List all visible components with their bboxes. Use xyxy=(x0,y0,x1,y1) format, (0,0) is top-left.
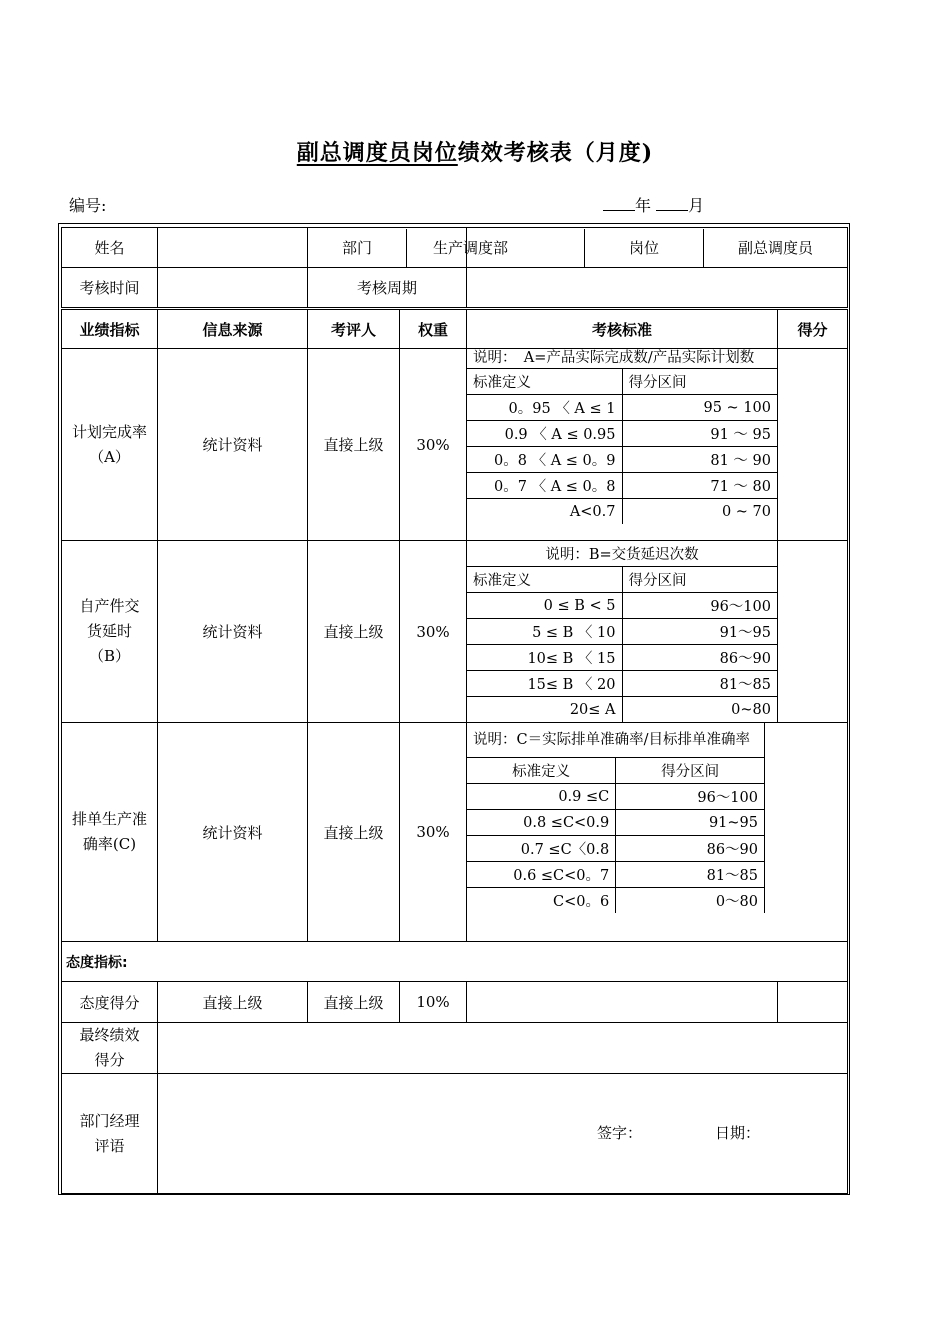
table-row xyxy=(62,541,848,723)
indicator-a-note: 说明： A=产品实际完成数/产品实际计划数 xyxy=(467,349,777,369)
attitude-source: 直接上级 xyxy=(158,982,308,1023)
table-row xyxy=(62,723,848,942)
list-item: 0 ≤ B < 5 xyxy=(467,593,622,619)
list-item: 91～95 xyxy=(622,619,777,645)
list-item: 0.6 ≤C<0。7 xyxy=(467,862,616,888)
list-item: 81 ～ 90 xyxy=(622,447,777,473)
indicator-a-range-header: 得分区间 xyxy=(622,369,777,395)
sign-label: 签字： xyxy=(597,1124,643,1142)
indicator-a-source: 统计资料 xyxy=(158,349,308,541)
col-header-standard: 考核标准 xyxy=(467,309,778,349)
col-header-weight: 权重 xyxy=(400,309,467,349)
indicator-c-weight: 30% xyxy=(400,723,467,942)
name-value[interactable] xyxy=(158,228,308,268)
name-label: 姓名 xyxy=(62,228,158,268)
page-title xyxy=(0,136,950,167)
time-label: 考核时间 xyxy=(62,268,158,309)
list-item: 0。7 〈 A ≤ 0。8 xyxy=(467,473,622,499)
attitude-standard[interactable] xyxy=(467,982,778,1023)
indicator-b-source: 统计资料 xyxy=(158,541,308,723)
final-score-value[interactable] xyxy=(158,1023,848,1074)
time-value[interactable] xyxy=(158,268,308,309)
post-value: 副总调度员 xyxy=(704,229,848,267)
indicator-a-def-header: 标准定义 xyxy=(467,369,622,395)
list-item: 0～80 xyxy=(616,888,765,914)
indicator-b-score[interactable] xyxy=(778,541,848,723)
title-underlined: 副总调度员岗位 xyxy=(296,140,458,166)
indicator-a-rater: 直接上级 xyxy=(308,349,400,541)
list-item: A<0.7 xyxy=(569,503,616,520)
manager-comment-label: 部门经理评语 xyxy=(62,1074,158,1194)
indicator-a-score[interactable] xyxy=(778,349,848,541)
title-rest: 绩效考核表（月度) xyxy=(457,140,654,166)
indicator-b-rater: 直接上级 xyxy=(308,541,400,723)
month-blank[interactable] xyxy=(656,196,688,211)
indicator-c-range-header: 得分区间 xyxy=(616,758,765,784)
indicator-b-def-header: 标准定义 xyxy=(467,567,622,593)
list-item: 91 ～ 95 xyxy=(622,421,777,447)
list-item: 95 ~ 100 xyxy=(622,395,777,421)
indicator-b-standard xyxy=(467,541,778,723)
post-label: 岗位 xyxy=(585,229,704,267)
col-header-score: 得分 xyxy=(778,309,848,349)
year-month-field xyxy=(603,193,704,216)
list-item: 96～100 xyxy=(616,784,765,810)
indicator-c-score[interactable] xyxy=(765,723,848,913)
list-item: 81～85 xyxy=(622,671,777,697)
list-item: C<0。6 xyxy=(553,894,610,910)
dept-value: 生产调度部 xyxy=(432,239,508,257)
list-item: 0。8 〈 A ≤ 0。9 xyxy=(467,447,622,473)
list-item: 71 ～ 80 xyxy=(622,473,777,499)
indicator-a-weight: 30% xyxy=(400,349,467,541)
list-item: 15≤ B 〈 20 xyxy=(467,671,622,697)
date-label: 日期： xyxy=(715,1124,761,1142)
indicator-c-source: 统计资料 xyxy=(158,723,308,942)
year-label: 年 xyxy=(635,196,652,215)
indicator-c-rater: 直接上级 xyxy=(308,723,400,942)
final-score-label: 最终绩效得分 xyxy=(62,1023,158,1074)
list-item: 10≤ B 〈 15 xyxy=(467,645,622,671)
indicator-b-name: 自产件交货延时（B） xyxy=(62,541,158,723)
indicator-c-name: 排单生产准确率(C) xyxy=(62,723,158,942)
attitude-rater: 直接上级 xyxy=(308,982,400,1023)
col-header-rater: 考评人 xyxy=(308,309,400,349)
month-label: 月 xyxy=(688,196,705,215)
list-item: 81～85 xyxy=(616,862,765,888)
list-item: 0.9 ≤C xyxy=(467,784,616,810)
attitude-section-label: 态度指标: xyxy=(62,942,848,982)
period-value[interactable] xyxy=(467,268,848,309)
evaluation-sheet xyxy=(61,227,847,1194)
serial-label: 编号: xyxy=(69,196,107,215)
list-item: 0。95 〈 A ≤ 1 xyxy=(467,395,622,421)
list-item: 0.9 〈 A ≤ 0.95 xyxy=(467,421,622,447)
list-item: 0.7 ≤C〈0.8 xyxy=(467,836,616,862)
indicator-c-note: 说明：C＝实际排单准确率/目标排单准确率 xyxy=(467,723,765,758)
indicator-a-name: 计划完成率（A） xyxy=(62,349,158,541)
list-item: 20≤ A xyxy=(569,701,616,718)
list-item: 0~80 xyxy=(622,697,777,723)
period-label: 考核周期 xyxy=(308,268,467,309)
indicator-c-standard xyxy=(467,723,848,942)
attitude-name: 态度得分 xyxy=(62,982,158,1023)
year-blank[interactable] xyxy=(603,196,635,211)
list-item: 0.8 ≤C<0.9 xyxy=(467,810,616,836)
col-header-indicator: 业绩指标 xyxy=(62,309,158,349)
list-item: 0 ~ 70 xyxy=(622,499,777,525)
list-item: 5 ≤ B 〈 10 xyxy=(467,619,622,645)
table-row xyxy=(62,349,848,541)
indicator-b-note: 说明：B=交货延迟次数 xyxy=(467,541,777,567)
manager-comment-field[interactable] xyxy=(158,1074,848,1194)
indicator-a-standard xyxy=(467,349,778,541)
list-item: 96～100 xyxy=(622,593,777,619)
list-item: 91~95 xyxy=(616,810,765,836)
list-item: 86～90 xyxy=(622,645,777,671)
indicator-c-def-header: 标准定义 xyxy=(467,758,616,784)
indicator-b-range-header: 得分区间 xyxy=(622,567,777,593)
indicator-b-weight: 30% xyxy=(400,541,467,723)
dept-label: 部门 xyxy=(341,239,372,257)
attitude-weight: 10% xyxy=(400,982,467,1023)
attitude-score[interactable] xyxy=(778,982,848,1023)
evaluation-table xyxy=(61,227,848,1194)
col-header-source: 信息来源 xyxy=(158,309,308,349)
list-item: 86～90 xyxy=(616,836,765,862)
